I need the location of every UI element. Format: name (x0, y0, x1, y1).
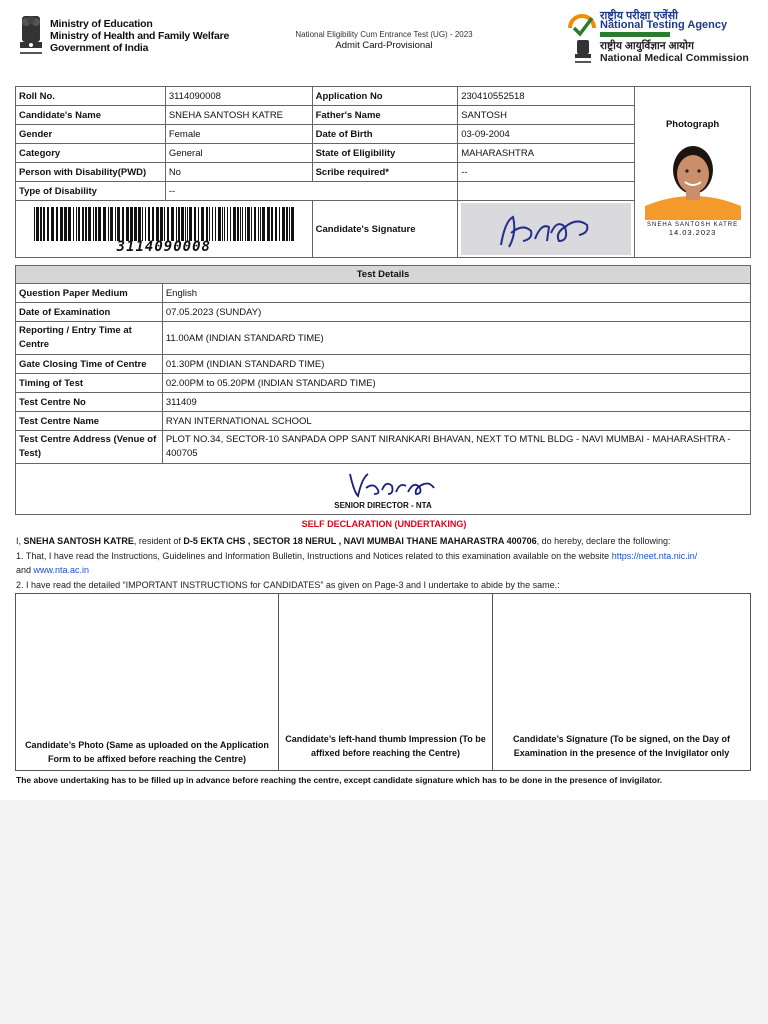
table-row (16, 303, 751, 322)
barcode-bar (108, 207, 109, 241)
test-detail-value: 01.30PM (INDIAN STANDARD TIME) (162, 355, 750, 374)
director-signature-icon (344, 468, 440, 500)
barcode-bar (254, 207, 256, 241)
barcode-bar (209, 207, 210, 241)
test-detail-value: English (162, 284, 750, 303)
barcode-bar (286, 207, 288, 241)
ministry-names (50, 18, 229, 54)
empty-cell (458, 182, 635, 201)
gender-value: Female (165, 125, 312, 144)
barcode-bar (222, 207, 223, 241)
barcode-bar (164, 207, 165, 241)
photograph-title: Photograph (665, 119, 720, 130)
ashoka-emblem-icon (16, 12, 46, 62)
application-no-value: 230410552518 (458, 87, 635, 106)
declaration-text (16, 534, 756, 592)
barcode-bar (98, 207, 101, 241)
dob-label: Date of Birth (312, 125, 458, 144)
test-detail-label: Test Centre Name (16, 412, 163, 431)
barcode-bar (218, 207, 221, 241)
barcode-bar (78, 207, 80, 241)
table-row (16, 412, 751, 431)
barcode-bar (258, 207, 259, 241)
footer-note: The above undertaking has to be filled up in advance before reaching the centre, except candidate signature which has to be done in the presence of invigilator. (16, 775, 663, 785)
disability-type-value: -- (165, 182, 457, 201)
nmc-name: National Medical Commission (600, 52, 749, 64)
exam-title: National Eligibility Cum Entrance Test (UG) - 2023 (295, 30, 473, 39)
test-detail-value: 02.00PM to 05.20PM (INDIAN STANDARD TIME) (162, 374, 750, 393)
nta-hindi-name: राष्ट्रीय परीक्षा एजेंसी (600, 10, 678, 22)
barcode-bar (233, 207, 236, 241)
barcode-bar (282, 207, 285, 241)
declaration-point-1 (16, 549, 756, 564)
barcode-bar (117, 207, 120, 241)
photo-date: 14.03.2023 (668, 228, 717, 237)
test-detail-label: Date of Examination (16, 303, 163, 322)
category-value: General (165, 144, 312, 163)
undertaking-boxes (15, 593, 751, 771)
barcode-bar (224, 207, 225, 241)
photo-candidate-name: SNEHA SANTOSH KATRE (647, 222, 739, 228)
test-details-header-row (16, 266, 751, 284)
test-detail-label: Timing of Test (16, 374, 163, 393)
barcode-bar (142, 207, 143, 241)
barcode-bar (178, 207, 180, 241)
barcode-bar (82, 207, 84, 241)
category-label: Category (16, 144, 166, 163)
photo-box-text: Candidate’s Photo (Same as uploaded on the Application Form to be affixed before reaching the Centre) (25, 740, 269, 764)
barcode-bar (212, 207, 213, 241)
barcode-bar (230, 207, 231, 241)
declaration-intro (16, 534, 756, 549)
barcode-bar (242, 207, 243, 241)
roll-no-label: Roll No. (16, 87, 166, 106)
test-details-heading: Test Details (16, 266, 751, 284)
barcode-bar (40, 207, 42, 241)
barcode-bar (194, 207, 196, 241)
candidate-details-table (15, 86, 751, 258)
barcode-bar (245, 207, 246, 241)
ministry-education: Ministry of Education (50, 18, 153, 30)
thumb-impression-box (279, 594, 493, 770)
point1-text: 1. That, I have read the Instructions, Guidelines and Information Bulletin, Instructions and Notices related to this examination available on the website (16, 550, 612, 561)
test-detail-value: 07.05.2023 (SUNDAY) (162, 303, 750, 322)
barcode-bar (68, 207, 71, 241)
barcode-bar (51, 207, 54, 241)
barcode-bar (279, 207, 280, 241)
barcode-bar (156, 207, 159, 241)
candidate-signature-icon (461, 203, 631, 255)
barcode-bar (152, 207, 154, 241)
barcode-bar (176, 207, 177, 241)
neet-website-link[interactable]: https://neet.nta.nic.in/ (611, 550, 698, 561)
barcode-bar (126, 207, 129, 241)
director-signature-block (15, 464, 751, 515)
barcode-cell (16, 201, 313, 258)
nta-tagline-bar (600, 32, 670, 37)
father-name-value: SANTOSH (458, 106, 635, 125)
exam-title-block (260, 30, 508, 51)
barcode-bar (34, 207, 35, 241)
state-value: MAHARASHTRA (458, 144, 635, 163)
barcode-bar (291, 207, 294, 241)
photograph-cell (635, 87, 751, 258)
test-detail-label: Test Centre No (16, 393, 163, 412)
test-detail-value: PLOT NO.34, SECTOR-10 SANPADA OPP SANT NIRANKARI BHAVAN, NEXT TO MTNL BLDG - NAVI MUMBAI - MAHARASHTRA - 400705 (162, 431, 750, 464)
test-detail-label: Question Paper Medium (16, 284, 163, 303)
barcode-bar (262, 207, 265, 241)
table-row (16, 284, 751, 303)
barcode-bar (95, 207, 97, 241)
declaration-point-2: 2. I have read the detailed “IMPORTANT INSTRUCTIONS for CANDIDATES” as given on Page-3 and I undertake to abide by the same.: (16, 579, 560, 590)
barcode-bar (275, 207, 277, 241)
barcode-bar (122, 207, 124, 241)
state-label: State of Eligibility (312, 144, 458, 163)
barcode-bar (260, 207, 261, 241)
declarant-address: D-5 EKTA CHS , SECTOR 18 NERUL , NAVI MUMBAI THANE MAHARASTRA 400706 (183, 536, 537, 546)
director-title: SENIOR DIRECTOR - NTA (334, 501, 432, 510)
barcode-number: 3114090008 (116, 239, 211, 255)
barcode-bar (36, 207, 39, 241)
resident-of: , resident of (133, 536, 184, 546)
signature-box-text: Candidate’s Signature (To be signed, on the Day of Examination in the presence of the Invigilator only (512, 734, 731, 758)
barcode-bar (247, 207, 250, 241)
barcode-bar (189, 207, 192, 241)
signature-cell (458, 201, 635, 258)
barcode-bar (145, 207, 146, 241)
barcode-bar (64, 207, 67, 241)
barcode-bar (85, 207, 87, 241)
barcode-bar (206, 207, 208, 241)
barcode-bar (187, 207, 188, 241)
test-detail-value: 11.00AM (INDIAN STANDARD TIME) (162, 322, 750, 355)
table-row (16, 431, 751, 464)
ministry-health: Ministry of Health and Family Welfare (50, 30, 230, 42)
barcode-bar (43, 207, 45, 241)
scribe-label: Scribe required* (312, 163, 458, 182)
intro-prefix: I, (16, 536, 24, 546)
barcode-image (32, 207, 296, 241)
candidate-photo (645, 136, 741, 220)
table-row (16, 355, 751, 374)
test-detail-label: Reporting / Entry Time at Centre (16, 322, 163, 355)
barcode-bar (76, 207, 77, 241)
table-row (16, 393, 751, 412)
table-row (16, 87, 751, 106)
barcode-bar (167, 207, 169, 241)
pwd-value: No (165, 163, 312, 182)
test-detail-value: RYAN INTERNATIONAL SCHOOL (162, 412, 750, 431)
table-row (16, 374, 751, 393)
nta-website-link[interactable]: www.nta.ac.in (33, 565, 90, 576)
signature-label: Candidate's Signature (312, 201, 458, 258)
gender-label: Gender (16, 125, 166, 144)
barcode-bar (110, 207, 113, 241)
thumb-box-text: Candidate’s left-hand thumb Impression (To be affixed before reaching the Centre) (285, 734, 486, 758)
barcode-bar (267, 207, 270, 241)
barcode-bar (237, 207, 239, 241)
barcode-bar (171, 207, 174, 241)
barcode-bar (240, 207, 241, 241)
barcode-bar (160, 207, 163, 241)
nta-name: National Testing Agency (600, 19, 728, 31)
test-details-table (15, 265, 751, 464)
barcode-bar (271, 207, 273, 241)
barcode-bar (73, 207, 74, 241)
barcode-bar (148, 207, 150, 241)
barcode-bar (47, 207, 49, 241)
father-name-label: Father's Name (312, 106, 458, 125)
barcode-bar (138, 207, 141, 241)
declaration-point-1-cont (16, 563, 756, 578)
intro-suffix: , do hereby, declare the following: (536, 536, 671, 546)
nmc-hindi-name: राष्ट्रीय आयुर्विज्ञान आयोग (600, 40, 694, 52)
disability-type-label: Type of Disability (16, 182, 166, 201)
barcode-bar (88, 207, 91, 241)
candidate-name-label: Candidate's Name (16, 106, 166, 125)
dob-value: 03-09-2004 (458, 125, 635, 144)
nmc-emblem-icon (572, 38, 594, 66)
barcode-bar (185, 207, 186, 241)
barcode-bar (289, 207, 290, 241)
test-detail-label: Test Centre Address (Venue of Test) (16, 431, 163, 464)
point1-and: and (16, 565, 34, 576)
candidate-photo-box (16, 594, 279, 770)
barcode-bar (93, 207, 94, 241)
barcode-bar (56, 207, 58, 241)
table-row (16, 322, 751, 355)
pwd-label: Person with Disability(PWD) (16, 163, 166, 182)
ministry-header (16, 12, 230, 66)
barcode-bar (227, 207, 228, 241)
candidate-photo-image (645, 136, 741, 220)
candidate-signature-image (461, 203, 631, 255)
government-of-india: Government of India (50, 42, 149, 54)
card-title: Admit Card-Provisional (335, 40, 433, 51)
barcode-bar (201, 207, 204, 241)
barcode-bar (198, 207, 199, 241)
barcode-bar (103, 207, 106, 241)
barcode-bar (115, 207, 116, 241)
barcode-bar (130, 207, 133, 241)
test-detail-value: 311409 (162, 393, 750, 412)
candidate-name-value: SNEHA SANTOSH KATRE (165, 106, 312, 125)
agency-logos (568, 8, 758, 68)
application-no-label: Application No (312, 87, 458, 106)
signature-box (493, 594, 750, 770)
scribe-value: -- (458, 163, 635, 182)
nta-logo-icon (568, 10, 596, 38)
page-bottom-area (0, 800, 768, 1024)
self-declaration-heading: SELF DECLARATION (UNDERTAKING) (301, 519, 467, 529)
roll-no-value: 3114090008 (165, 87, 312, 106)
barcode-bar (60, 207, 63, 241)
declarant-name: SNEHA SANTOSH KATRE (23, 536, 134, 546)
barcode-bar (134, 207, 137, 241)
barcode-bar (181, 207, 184, 241)
barcode-bar (215, 207, 216, 241)
test-detail-label: Gate Closing Time of Centre (16, 355, 163, 374)
barcode-bar (251, 207, 252, 241)
